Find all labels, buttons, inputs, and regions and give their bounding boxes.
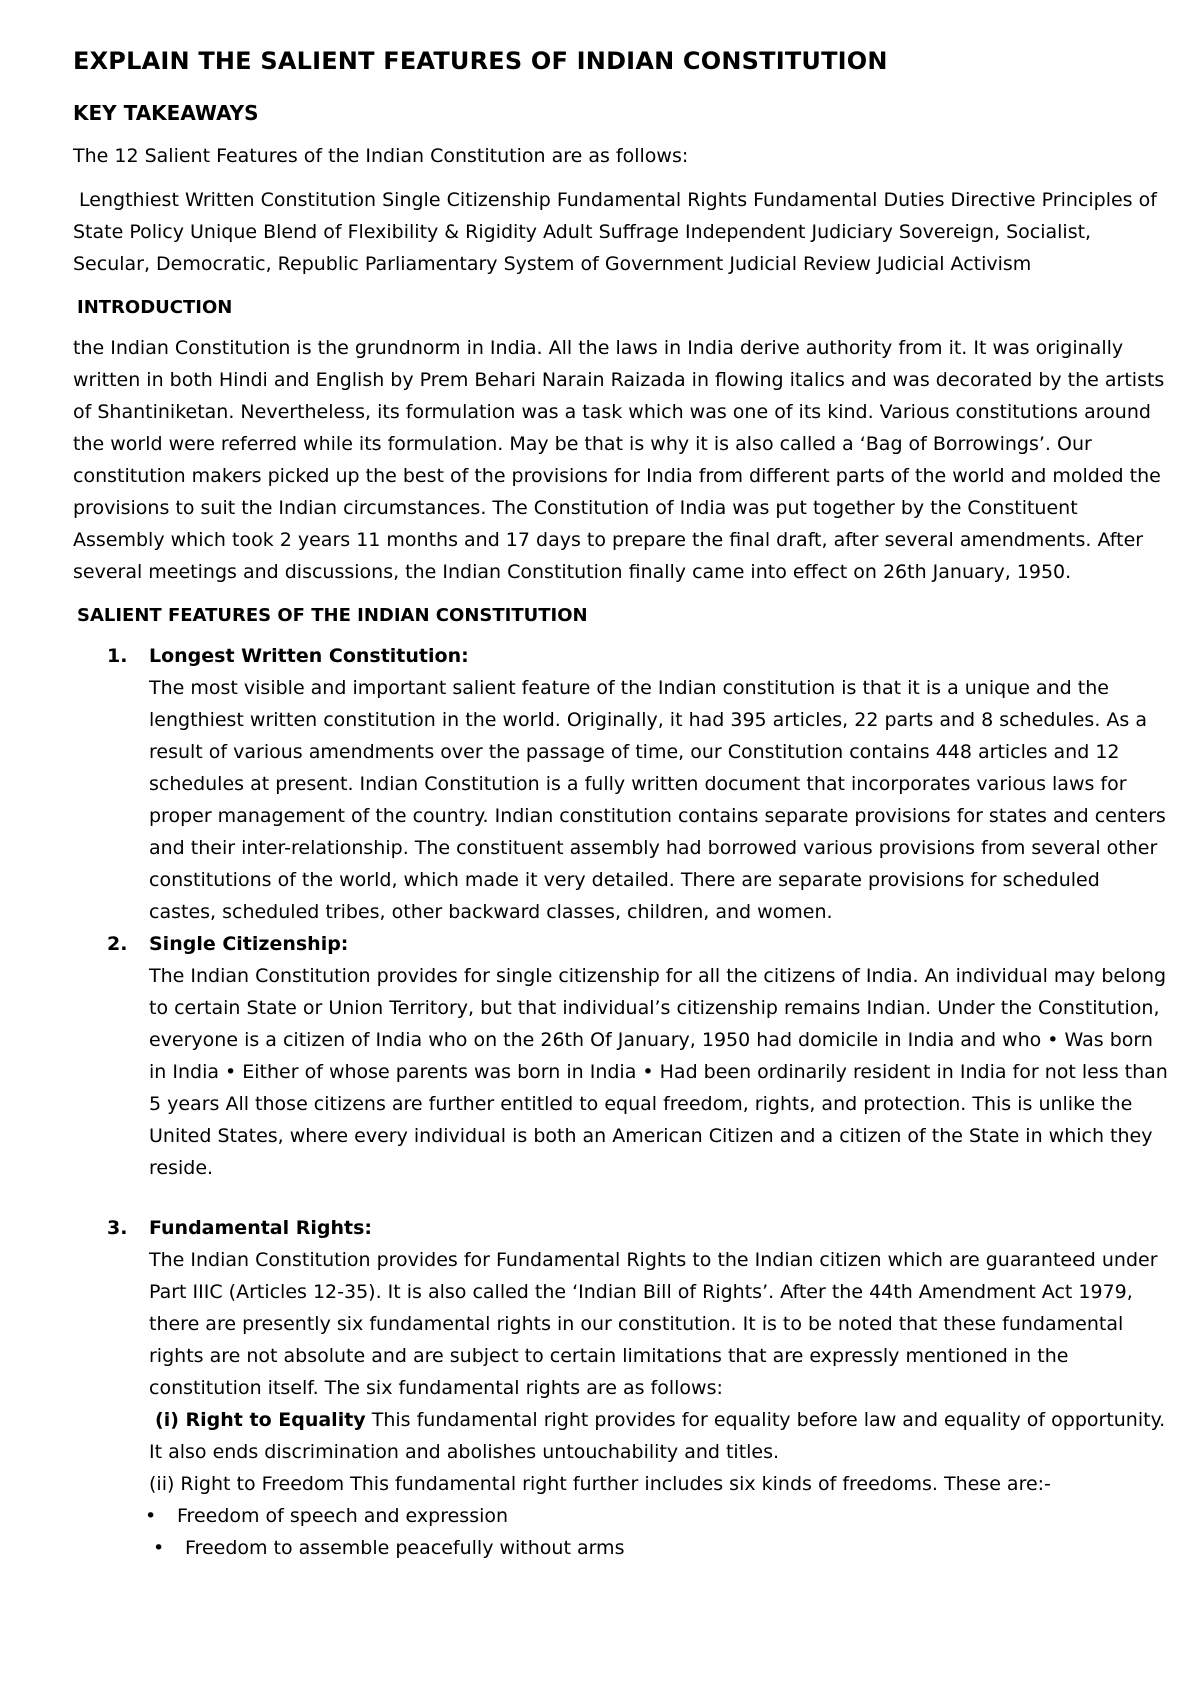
key-takeaways-heading: KEY TAKEAWAYS <box>73 101 259 125</box>
key-takeaways-list <box>73 184 1168 280</box>
document-content <box>73 44 1168 1564</box>
list-item-text: The Indian Constitution provides for single citizenship for all the citizens of India. An individual may belong to certain State or Union Territory, but that individual’s citizenship remains Indian. Under the Constitution, everyone is a citizen of India who on the 26th Of January, 1950 had domicile in India and who • Was born in India • Either of whose parents was born in India • Had been ordinarily resident in India for not less than 5 years All those citizens are further entitled to equal freedom, rights, and protection. This is unlike the United States, where every individual is both an American Citizen and a citizen of the State in which they reside. <box>149 965 1168 1179</box>
list-item-number: 2. <box>107 933 128 955</box>
right-to-freedom: (ii) Right to Freedom This fundamental right further includes six kinds of freedoms. These are:- <box>149 1473 1051 1495</box>
bullet-text: Freedom of speech and expression <box>177 1505 509 1527</box>
key-takeaways-intro: The 12 Salient Features of the Indian Constitution are as follows: <box>73 145 689 167</box>
list-item-text: The Indian Constitution provides for Fundamental Rights to the Indian citizen which are guaranteed under Part IIIC (Articles 12-35). It is also called the ‘Indian Bill of Rights’. After the 44th Amendment Act 1979, there are presently six fundamental rights in our constitution. It is to be noted that these fundamental rights are not absolute and are subject to certain limitations that are expressly mentioned in the constitution itself. The six fundamental rights are as follows: <box>149 1249 1158 1399</box>
salient-features-list <box>73 640 1168 1500</box>
right-to-equality-label: (i) Right to Equality <box>155 1409 366 1431</box>
freedom-bullet-1 <box>73 1500 1168 1532</box>
key-takeaways-list-text: Lengthiest Written Constitution Single Citizenship Fundamental Rights Fundamental Duties Directive Principles of State Policy Unique Blend of Flexibility & Rigidity Adult Suffrage Independent Judiciary Sovereign, Socialist, Secular, Democratic, Republic Parliamentary System of Government Judicial Review Judicial Activism <box>73 189 1157 275</box>
document-title: EXPLAIN THE SALIENT FEATURES OF INDIAN CONSTITUTION <box>73 47 888 75</box>
list-item-number: 1. <box>107 645 128 667</box>
list-item-title: Single Citizenship: <box>149 933 349 955</box>
list-spacer <box>73 1184 1168 1212</box>
list-item-number: 3. <box>107 1217 128 1239</box>
list-item-fundamental-rights <box>73 1212 1168 1500</box>
introduction-text: the Indian Constitution is the grundnorm in India. All the laws in India derive authority from it. It was originally written in both Hindi and English by Prem Behari Narain Raizada in flowing italics and was decorated by the artists of Shantiniketan. Nevertheless, its formulation was a task which was one of its kind. Various constitutions around the world were referred while its formulation. May be that is why it is also called a ‘Bag of Borrowings’. Our constitution makers picked up the best of the provisions for India from different parts of the world and molded the provisions to suit the Indian circumstances. The Constitution of India was put together by the Constituent Assembly which took 2 years 11 months and 17 days to prepare the final draft, after several amendments. After several meetings and discussions, the Indian Constitution finally came into effect on 26th January, 1950. <box>73 337 1165 583</box>
list-item-title: Fundamental Rights: <box>149 1217 373 1239</box>
right-to-equality-text: This fundamental right provides for equality before law and equality of opportunity. It also ends discrimination and abolishes untouchability and titles. <box>149 1409 1166 1463</box>
salient-features-heading: SALIENT FEATURES OF THE INDIAN CONSTITUTION <box>77 605 588 626</box>
bullet-icon: • <box>153 1537 165 1559</box>
right-to-equality <box>149 1404 1168 1468</box>
list-item-text: The most visible and important salient feature of the Indian constitution is that it is a unique and the lengthiest written constitution in the world. Originally, it had 395 articles, 22 parts and 8 schedules. As a result of various amendments over the passage of time, our Constitution contains 448 articles and 12 schedules at present. Indian Constitution is a fully written document that incorporates various laws for proper management of the country. Indian constitution contains separate provisions for states and centers and their inter-relationship. The constituent assembly had borrowed various provisions from several other constitutions of the world, which made it very detailed. There are separate provisions for scheduled castes, scheduled tribes, other backward classes, children, and women. <box>149 677 1166 923</box>
list-item-longest-written <box>73 640 1168 928</box>
bullet-icon: • <box>145 1505 157 1527</box>
freedom-bullet-2 <box>73 1532 1168 1564</box>
bullet-text: Freedom to assemble peacefully without arms <box>185 1537 625 1559</box>
list-item-single-citizenship <box>73 928 1168 1184</box>
list-item-title: Longest Written Constitution: <box>149 645 469 667</box>
introduction-heading: INTRODUCTION <box>77 297 233 318</box>
